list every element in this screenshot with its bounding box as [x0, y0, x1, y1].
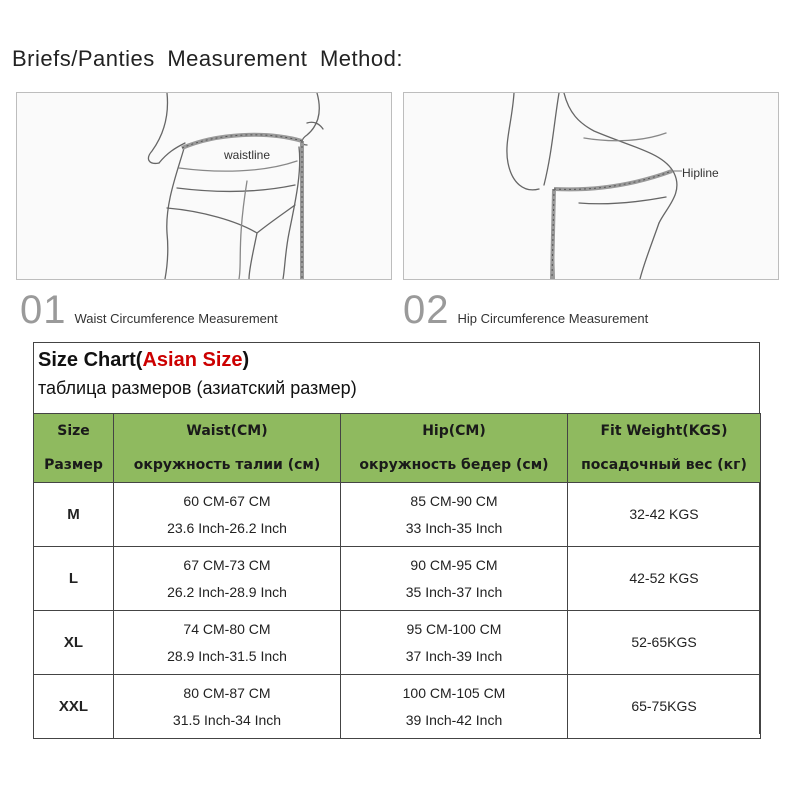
waistline-label: waistline — [224, 148, 271, 162]
size-chart-subtitle: таблица размеров (азиатский размер) — [38, 378, 357, 398]
column-header-waist: Waist(CM) окружность талии (см) — [114, 414, 341, 483]
table-row — [34, 611, 761, 675]
step-caption: Hip Circumference Measurement — [457, 311, 649, 326]
weight-cell: 42-52 KGS — [568, 547, 761, 611]
weight-cell: 65-75KGS — [568, 675, 761, 739]
waist-cell: 67 CM-73 CM 26.2 Inch-28.9 Inch — [114, 547, 341, 611]
hip-illustration — [403, 92, 779, 280]
column-header-size: Size Размер — [34, 414, 114, 483]
title-prefix: Size Chart( — [38, 349, 143, 371]
waist-illustration — [16, 92, 392, 280]
table-row — [34, 547, 761, 611]
size-table — [33, 413, 761, 739]
hip-cell: 95 CM-100 CM 37 Inch-39 Inch — [341, 611, 568, 675]
size-cell: M — [34, 483, 114, 547]
step-hip — [403, 288, 648, 333]
step-waist — [20, 288, 278, 333]
column-header-hip: Hip(CM) окружность бедер (см) — [341, 414, 568, 483]
weight-cell: 52-65KGS — [568, 611, 761, 675]
step-number: 02 — [403, 288, 450, 332]
step-caption: Waist Circumference Measurement — [74, 311, 278, 326]
weight-cell: 32-42 KGS — [568, 483, 761, 547]
table-row — [34, 675, 761, 739]
column-header-weight: Fit Weight(KGS) посадочный вес (кг) — [568, 414, 761, 483]
table-row — [34, 483, 761, 547]
waist-figure-icon — [17, 93, 391, 279]
hip-cell: 100 CM-105 CM 39 Inch-42 Inch — [341, 675, 568, 739]
hip-figure-icon — [404, 93, 778, 279]
waist-cell: 80 CM-87 CM 31.5 Inch-34 Inch — [114, 675, 341, 739]
table-header-row — [34, 414, 761, 483]
step-number: 01 — [20, 288, 67, 332]
size-cell: XXL — [34, 675, 114, 739]
title-highlight: Asian Size — [142, 349, 243, 371]
title-suffix: ) — [242, 349, 250, 371]
size-cell: XL — [34, 611, 114, 675]
waist-cell: 74 CM-80 CM 28.9 Inch-31.5 Inch — [114, 611, 341, 675]
size-chart-title — [38, 349, 755, 372]
hip-cell: 90 CM-95 CM 35 Inch-37 Inch — [341, 547, 568, 611]
size-chart — [33, 342, 760, 734]
page-title: Briefs/Panties Measurement Method: — [12, 46, 403, 71]
size-cell: L — [34, 547, 114, 611]
hip-cell: 85 CM-90 CM 33 Inch-35 Inch — [341, 483, 568, 547]
waist-cell: 60 CM-67 CM 23.6 Inch-26.2 Inch — [114, 483, 341, 547]
size-chart-header — [34, 343, 759, 413]
hipline-label: Hipline — [682, 166, 719, 180]
